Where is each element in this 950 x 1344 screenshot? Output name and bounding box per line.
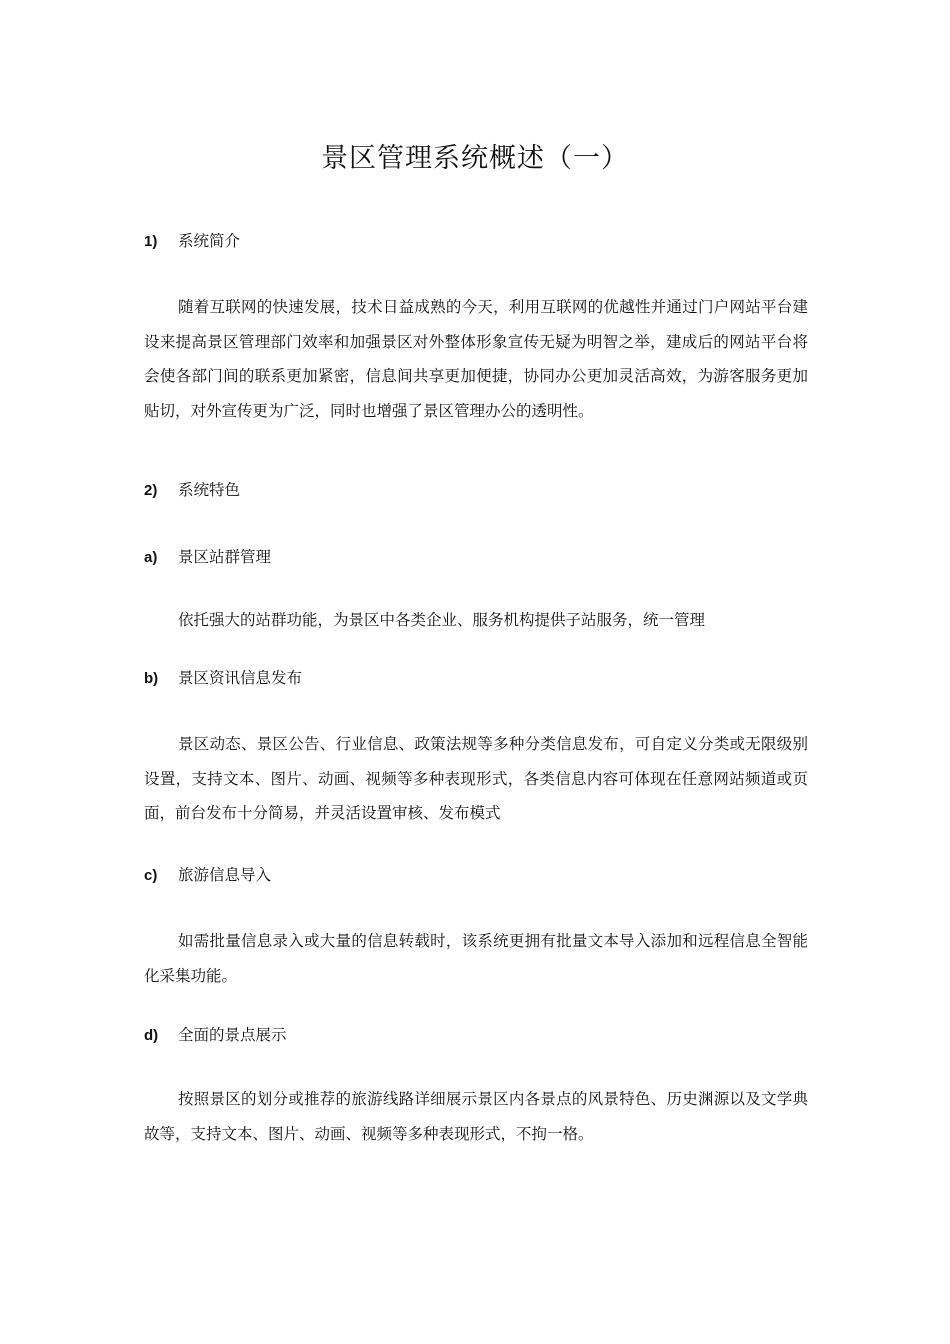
subsection-heading-b: [144, 666, 302, 690]
subsection-heading-a: [144, 545, 271, 569]
subsection-heading-d: [144, 1023, 287, 1047]
subsection-letter: b): [144, 670, 159, 687]
subsection-paragraph-a: 依托强大的站群功能，为景区中各类企业、服务机构提供子站服务，统一管理: [178, 611, 706, 629]
section-label: 系统特色: [178, 481, 241, 499]
section-label: 系统简介: [178, 232, 241, 250]
subsection-paragraph-d: 按照景区的划分或推荐的旅游线路详细展示景区内各景点的风景特色、历史渊源以及文学典故等，支持文本、图片、动画、视频等多种表现形式，不拘一格。: [144, 1090, 808, 1143]
section-number: 2): [144, 482, 158, 499]
subsection-letter: c): [144, 867, 158, 884]
subsection-label: 旅游信息导入: [178, 866, 272, 884]
section-paragraph-1: 随着互联网的快速发展，技术日益成熟的今天，利用互联网的优越性并通过门户网站平台建设来提高景区管理部门效率和加强景区对外整体形象宣传无疑为明智之举，建成后的网站平台将会使各部门间的联系更加紧密，信息间共享更加便捷，协同办公更加灵活高效，为游客服务更加贴切，对外宣传更为广泛，同时也增强了景区管理办公的透明性。: [144, 298, 808, 420]
subsection-paragraph-c: 如需批量信息录入或大量的信息转载时，该系统更拥有批量文本导入添加和远程信息全智能化采集功能。: [144, 932, 808, 985]
page-title: 景区管理系统概述（一）: [321, 143, 629, 174]
subsection-letter: a): [144, 549, 158, 566]
subsection-label: 全面的景点展示: [178, 1026, 287, 1044]
subsection-label: 景区站群管理: [178, 548, 272, 566]
section-number: 1): [144, 233, 158, 250]
section-heading-1: [144, 229, 240, 253]
subsection-label: 景区资讯信息发布: [178, 669, 303, 687]
subsection-paragraph-b: 景区动态、景区公告、行业信息、政策法规等多种分类信息发布，可自定义分类或无限级别设置，支持文本、图片、动画、视频等多种表现形式，各类信息内容可体现在任意网站频道或页面，前台发布十分简易，并灵活设置审核、发布模式: [144, 735, 808, 822]
section-heading-2: [144, 478, 240, 502]
subsection-heading-c: [144, 863, 271, 887]
subsection-letter: d): [144, 1027, 159, 1044]
